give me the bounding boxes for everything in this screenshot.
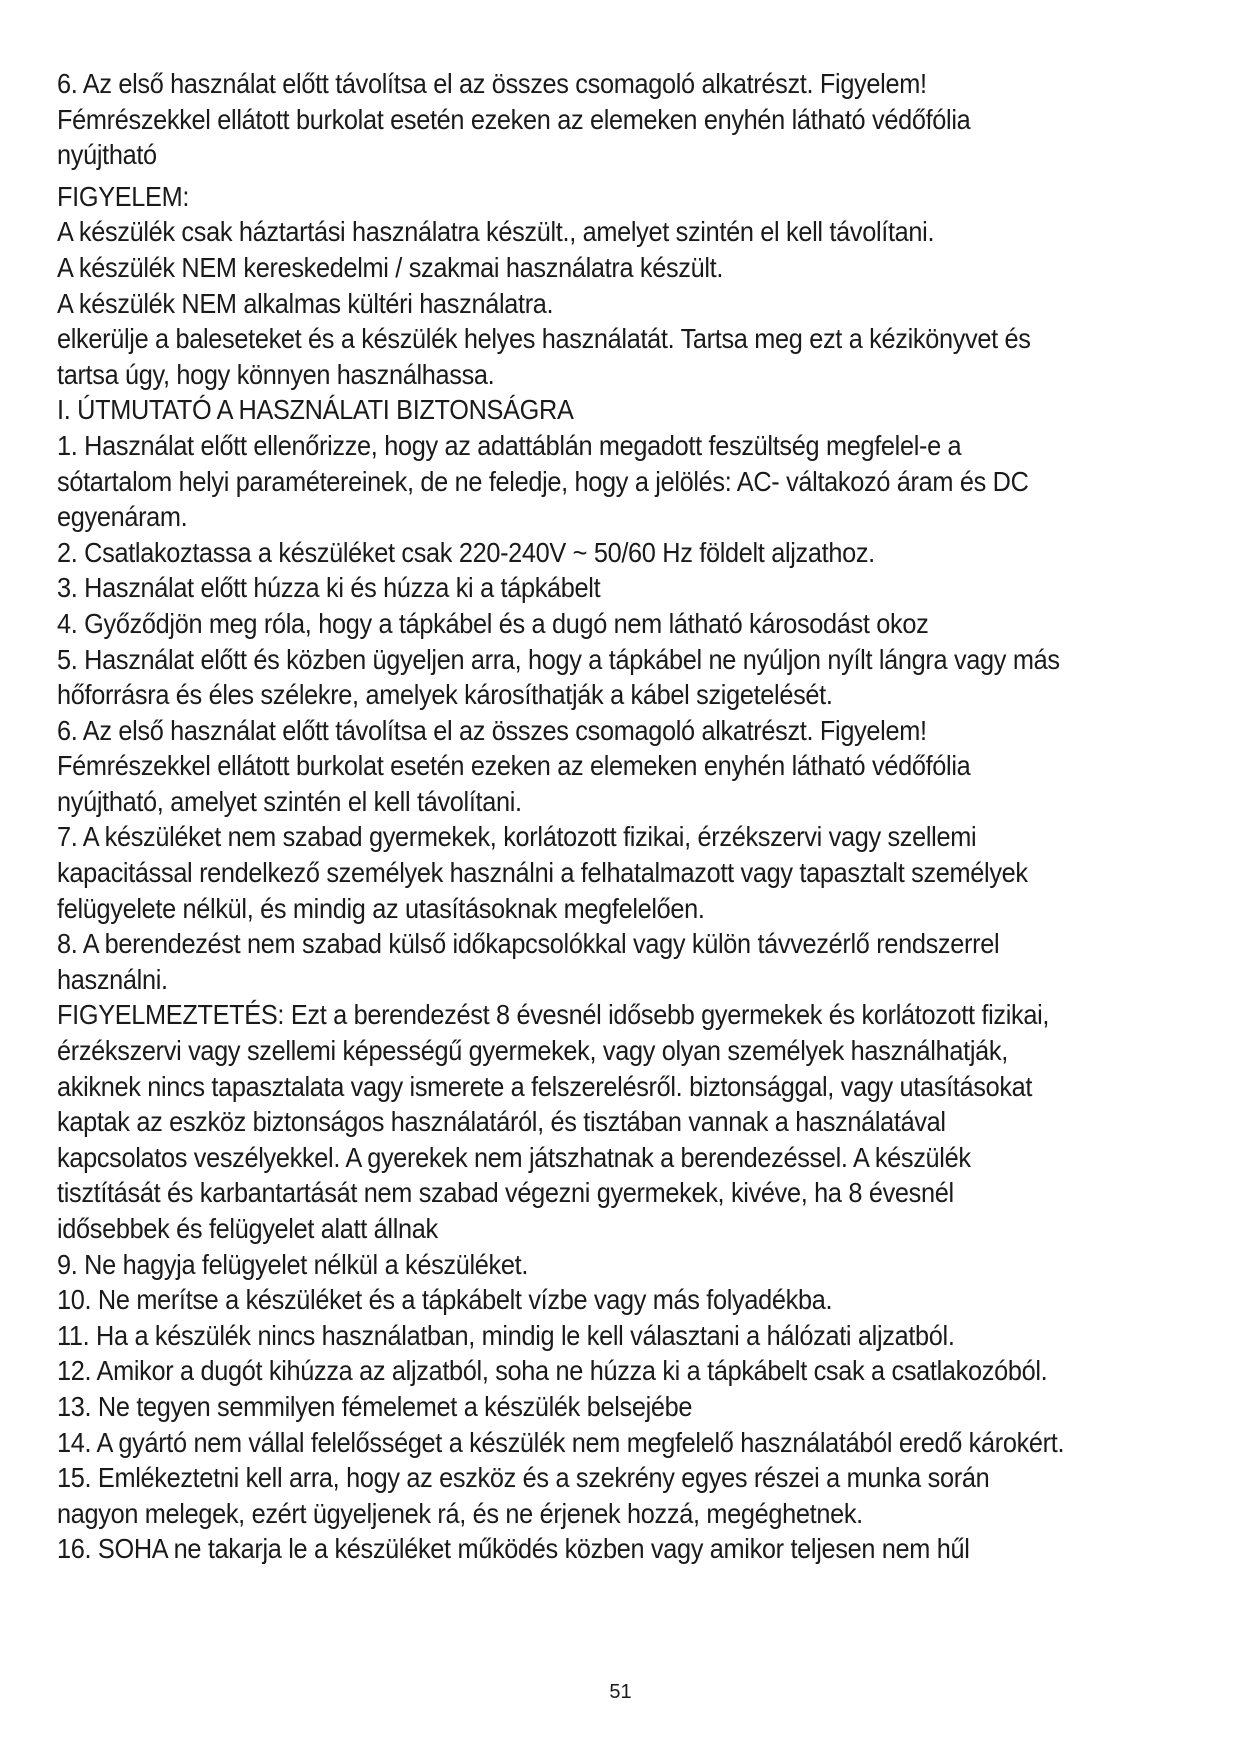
text-line: használni. [57, 963, 168, 995]
text-line: nagyon melegek, ezért ügyeljenek rá, és ne érjenek hozzá, megéghetnek. [57, 1497, 863, 1529]
text-line: 1. Használat előtt ellenőrizze, hogy az adattáblán megadott feszültség megfelel-e a [57, 429, 962, 461]
text-line: Fémrészekkel ellátott burkolat esetén ezeken az elemeken enyhén látható védőfólia [57, 103, 971, 135]
text-line: idősebbek és felügyelet alatt állnak [57, 1213, 438, 1244]
text-line: hőforrásra és éles szélekre, amelyek károsíthatják a kábel szigetelését. [57, 679, 833, 711]
text-line: egyenáram. [57, 501, 188, 533]
section-heading: I. ÚTMUTATÓ A HASZNÁLATI BIZTONSÁGRA [57, 394, 574, 426]
text-line: kapcsolatos veszélyekkel. A gyerekek nem játszhatnak a berendezéssel. A készülék [57, 1141, 971, 1173]
text-line: A készülék NEM kereskedelmi / szakmai használatra készült. [57, 251, 724, 283]
text-line: tisztítását és karbantartását nem szabad végezni gyermekek, kivéve, ha 8 évesnél [57, 1177, 954, 1209]
text-line: 9. Ne hagyja felügyelet nélkül a készüléket. [57, 1248, 529, 1280]
text-line: 5. Használat előtt és közben ügyeljen arra, hogy a tápkábel ne nyúljon nyílt lángra vagy más [57, 643, 1060, 675]
text-line: 4. Győződjön meg róla, hogy a tápkábel és a dugó nem látható károsodást okoz [57, 607, 929, 639]
text-line: sótartalom helyi paramétereinek, de ne feledje, hogy a jelölés: AC- váltakozó áram és DC [57, 465, 1029, 497]
text-line: nyújtható [57, 139, 157, 171]
text-line: 7. A készüléket nem szabad gyermekek, korlátozott fizikai, érzékszervi vagy szellemi [57, 821, 977, 853]
text-line: FIGYELMEZTETÉS: Ezt a berendezést 8 évesnél idősebb gyermekek és korlátozott fizikai, [57, 999, 1050, 1031]
text-line: érzékszervi vagy szellemi képességű gyermekek, vagy olyan személyek használhatják, [57, 1035, 1008, 1067]
text-line: Fémrészekkel ellátott burkolat esetén ezeken az elemeken enyhén látható védőfólia [57, 750, 971, 782]
text-line: 8. A berendezést nem szabad külső időkapcsolókkal vagy külön távvezérlő rendszerrel [57, 928, 1000, 960]
text-line: 14. A gyártó nem vállal felelősséget a készülék nem megfelelő használatából eredő károkért. [57, 1426, 1065, 1458]
text-line: nyújtható, amelyet szintén el kell távolítani. [57, 785, 522, 817]
manual-text [57, 66, 1207, 1567]
text-line: 12. Amikor a dugót kihúzza az aljzatból, soha ne húzza ki a tápkábelt csak a csatlakozóból. [57, 1355, 1048, 1387]
text-line: 15. Emlékeztetni kell arra, hogy az eszköz és a szekrény egyes részei a munka során [57, 1462, 990, 1494]
warning-heading: FIGYELEM: [57, 180, 190, 212]
text-line: 11. Ha a készülék nincs használatban, mindig le kell választani a hálózati aljzatból. [57, 1319, 955, 1351]
text-line: akiknek nincs tapasztalata vagy ismerete a felszerelésről. biztonsággal, vagy utasításokat [57, 1070, 1033, 1102]
text-line: 3. Használat előtt húzza ki és húzza ki a tápkábelt [57, 572, 601, 604]
text-line: kapacitással rendelkező személyek használni a felhatalmazott vagy tapasztalt személyek [57, 857, 1028, 889]
text-line: A készülék NEM alkalmas kültéri használatra. [57, 287, 554, 319]
text-line: 16. SOHA ne takarja le a készüléket működés közben vagy amikor teljesen nem hűl [57, 1533, 970, 1565]
text-line: tartsa úgy, hogy könnyen használhassa. [57, 358, 495, 390]
text-line: elkerülje a baleseteket és a készülék helyes használatát. Tartsa meg ezt a kézikönyvet és [57, 323, 1031, 355]
text-line: 6. Az első használat előtt távolítsa el az összes csomagoló alkatrészt. Figyelem! [57, 68, 927, 99]
page-number: 51 [609, 1681, 632, 1703]
text-line: 13. Ne tegyen semmilyen fémelemet a készülék belsejébe [57, 1390, 693, 1422]
text-line: kaptak az eszköz biztonságos használatáról, és tisztában vannak a használatával [57, 1106, 946, 1138]
text-line: 10. Ne merítse a készüléket és a tápkábelt vízbe vagy más folyadékba. [57, 1284, 833, 1316]
text-line: 2. Csatlakoztassa a készüléket csak 220-240V ~ 50/60 Hz földelt aljzathoz. [57, 536, 875, 568]
text-line: A készülék csak háztartási használatra készült., amelyet szintén el kell távolítani. [57, 216, 935, 248]
text-line: 6. Az első használat előtt távolítsa el az összes csomagoló alkatrészt. Figyelem! [57, 714, 927, 746]
text-line: felügyelete nélkül, és mindig az utasításoknak megfelelően. [57, 892, 705, 924]
